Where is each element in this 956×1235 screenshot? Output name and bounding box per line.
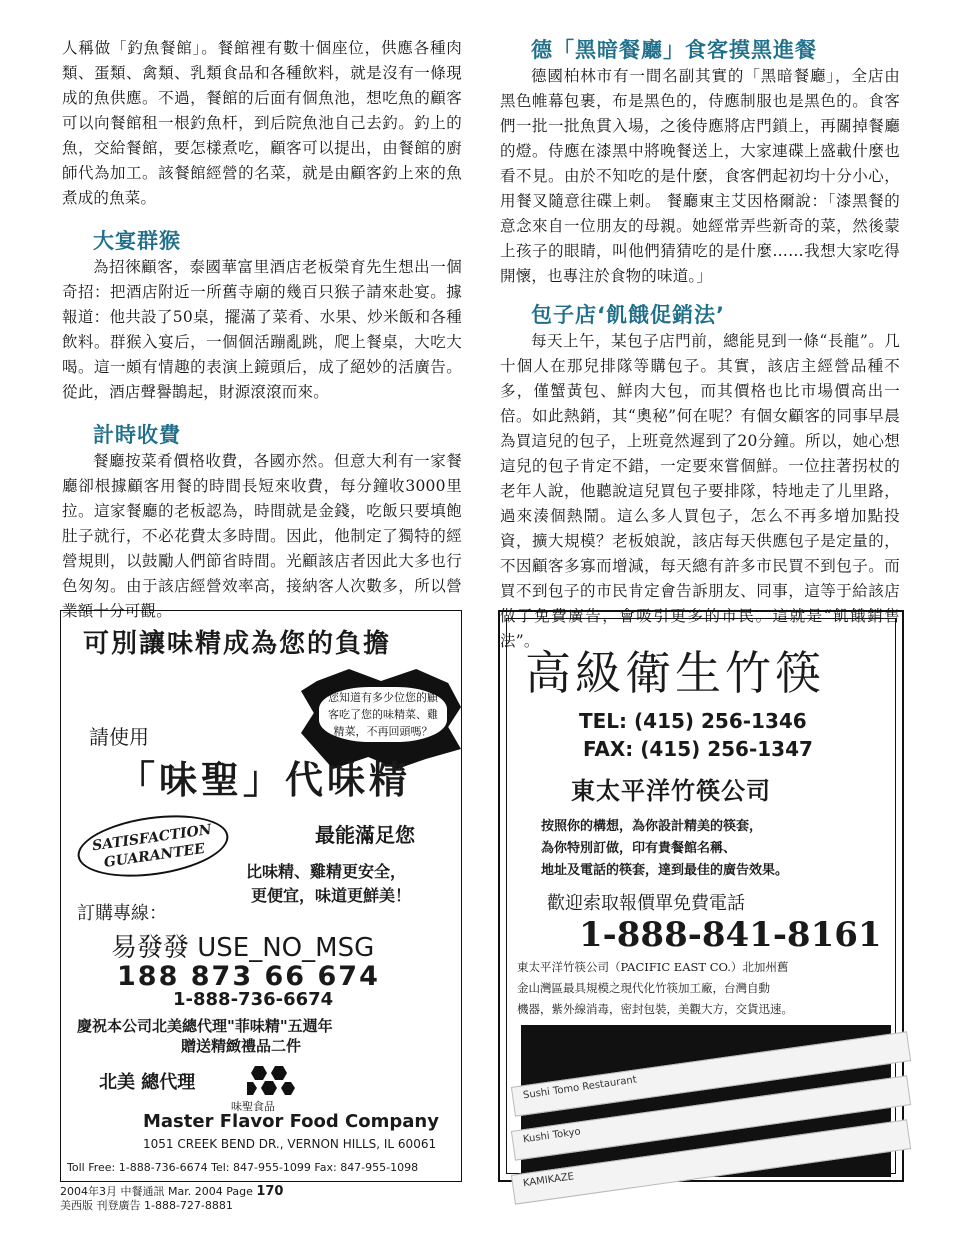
ad-about-3: 機器，紫外線消毒，密封包裝，美觀大方，交貨迅速。: [517, 1002, 793, 1016]
ad-tollfree: 1-888-841-8161: [579, 915, 882, 955]
ad-about-1: 東太平洋竹筷公司（PACIFIC EAST CO.）北加州舊: [517, 960, 789, 974]
chopstick-photo: [521, 1025, 891, 1190]
ad-inner-frame: [506, 618, 896, 1190]
article-fishing-continued: 人稱做「釣魚餐館」。餐館裡有數十個座位，供應各種肉類、蛋類、禽類、乳類食品和各種飲料，就是沒有一條現成的魚供應。不過，餐館的后面有個魚池，想吃魚的顧客可以向餐館租一根釣魚杆，到后院魚池自己去釣。釣上的魚，交給餐館，要怎樣煮吃，顧客可以提出，由餐館的廚師代為加工。該餐館經營的名菜，就是由顧客釣上來的魚煮成的魚菜。: [62, 39, 462, 207]
wrapper-1: Sushi Tomo Restaurant: [511, 1031, 911, 1116]
hexagon-logo-icon: [247, 1066, 295, 1096]
promo-line-2: 贈送精緻禮品二件: [181, 1037, 302, 1055]
left-column: [62, 36, 462, 624]
ad-company: 東太平洋竹筷公司: [571, 777, 771, 805]
article-bun-body: 每天上午，某包子店門前，總能見到一條“長龍”。几十個人在那兒排隊等購包子。其實，該店主經營品種不多，僅蟹黃包、鮮肉大包，而其價格也比市場價高出一倍。如此熱銷，其“奧秘”何在呢？有個女顧客的同事早晨為買這兒的包子，上班竟然遲到了20分鐘。所以，她心想這兒的包子肯定不錯，一定要來嘗個鮮。一位拄著拐杖的老年人說，他聽說這兒買包子要排隊，特地走了儿里路，過來湊個熱鬧。這么多人買包子，怎么不再多增加點投資，擴大規模？老板娘說，該店每天供應包子是定量的，不因顧客多寡而增減，每天總有許多市民買不到包子。而買不到包子的市民肯定會告訴朋友、同事，這等于給該店做了免費廣告，會吸引更多的市民。這就是“飢餓銷售法”。: [500, 332, 900, 650]
footer-line-1: [60, 1185, 283, 1199]
page-footer: [60, 1185, 283, 1213]
satisfy-text: 最能滿足您: [315, 823, 415, 847]
logo-caption: 味聖食品: [231, 1100, 275, 1113]
footer-line-2: 美西版 刊登廣告 1-888-727-8881: [60, 1199, 233, 1212]
hotline-word: 易發發 USE_NO_MSG: [111, 933, 375, 963]
safer-line-2: 更便宜，味道更鮮美！: [251, 886, 412, 905]
ad-fax: FAX: (415) 256-1347: [583, 737, 813, 761]
wrapper-3: KAMIKAZE: [511, 1119, 911, 1204]
ad-headline: 可別讓味精成為您的負擔: [83, 629, 392, 659]
ad-about-2: 金山灣區最具規模之現代化竹筷加工廠，台灣自動: [517, 981, 770, 995]
ad-desc-3: 地址及電話的筷套，達到最佳的廣告效果。: [541, 863, 789, 878]
ad-msg-substitute: [60, 610, 462, 1182]
guarantee-badge: SATISFACTION GUARANTEE: [74, 807, 233, 886]
ad-desc-2: 為你特別訂做，印有貴餐館名稱、: [541, 841, 737, 856]
heading-dark-restaurant: 德「黑暗餐廳」食客摸黑進餐: [531, 38, 817, 62]
ad-title: 高級衛生竹筷: [525, 646, 825, 700]
article-timed-body: 餐廳按菜肴價格收費，各國亦然。但意大利有一家餐廳卻根據顧客用餐的時間長短來收費，每分鐘收3000里拉。這家餐廳的老板認為，時間就是金錢，吃飯只要填飽肚子就行，不必花費太多時間。因此，他制定了獨特的經營規則，以鼓勵人們節省時間。光顧該店者因此大多也行色匆匆。由于該店經營效率高，接納客人次數多，所以營業額十分可觀。: [62, 452, 462, 620]
heading-bun-shop: 包子店‘飢餓促銷法’: [531, 303, 725, 327]
company-name: Master Flavor Food Company: [143, 1111, 439, 1132]
hotline-phone: 1-888-736-6674: [173, 989, 334, 1010]
hotline-numbers: 188 873 66 674: [117, 961, 380, 992]
bubble-text: 您知道有多少位您的顧客吃了您的味精菜、雞精菜，不再回頭嗎？: [319, 687, 447, 742]
ad-chopsticks: [498, 610, 904, 1190]
article-dark-body: 德國柏林市有一間名副其實的「黑暗餐廳」，全店由黑色帷幕包裹，布是黑色的，侍應制服也是黑色的。食客們一批一批魚貫入場，之後侍應將店門鎖上，再關掉餐廳的燈。侍應在漆黑中將晚餐送上，大家連碟上盛載什麼也看不見。由於不知吃的是什麼，食客們起初均十分小心，用餐叉隨意往碟上刺。 餐廳東主艾因格爾說：「漆黑餐的意念來自一位朋友的母親。她經常弄些新奇的菜，然後蒙上孩子的眼睛，叫他們猜猜吃的是什麼……我想大家吃得開懷，也專注於食物的味道。」: [500, 67, 900, 285]
right-column: [500, 36, 900, 654]
company-address: 1051 CREEK BEND DR., VERNON HILLS, IL 60061: [143, 1137, 437, 1151]
company-contact: Toll Free: 1-888-736-6674 Tel: 847-955-1099 Fax: 847-955-1098: [67, 1161, 419, 1174]
vert-left: 北美: [99, 1072, 135, 1093]
ad-desc-1: 按照你的構想，為你設計精美的筷套，: [541, 819, 763, 834]
safer-line-1: 比味精、雞精更安全，: [246, 862, 407, 881]
brand-name: 「味聖」代味精: [117, 757, 412, 802]
ad-tel: TEL: (415) 256-1346: [579, 709, 807, 733]
page-number: 170: [256, 1184, 284, 1199]
ad-welcome: 歡迎索取報價單免費電話: [547, 893, 745, 914]
heading-banquet: 大宴群猴: [93, 229, 181, 253]
wrapper-2: Kushi Tokyo: [511, 1075, 911, 1160]
article-banquet-body: 為招徠顧客，泰國華富里酒店老板榮育先生想出一個奇招：把酒店附近一所舊寺廟的幾百只猴子請來赴宴。據報道：他共設了50桌，擺滿了菜肴、水果、炒米飯和各種飲料。群猴入宴后，一個個活蹦亂跳，爬上餐桌，大吃大喝。這一頗有情趣的表演上鏡頭后，成了絕妙的活廣告。從此，酒店聲譽鵲起，財源滾滾而來。: [62, 258, 462, 401]
footer-issue: 2004年3月 中餐通訊 Mar. 2004 Page: [60, 1185, 257, 1198]
promo-line-1: 慶祝本公司北美總代理"菲味精"五週年: [77, 1017, 333, 1035]
distributor-vertical: [99, 1071, 195, 1095]
please-use: 請使用: [89, 725, 149, 749]
vert-right: 總代理: [141, 1072, 196, 1093]
heading-timed: 計時收費: [93, 423, 181, 447]
order-label: 訂購專線：: [77, 903, 167, 924]
